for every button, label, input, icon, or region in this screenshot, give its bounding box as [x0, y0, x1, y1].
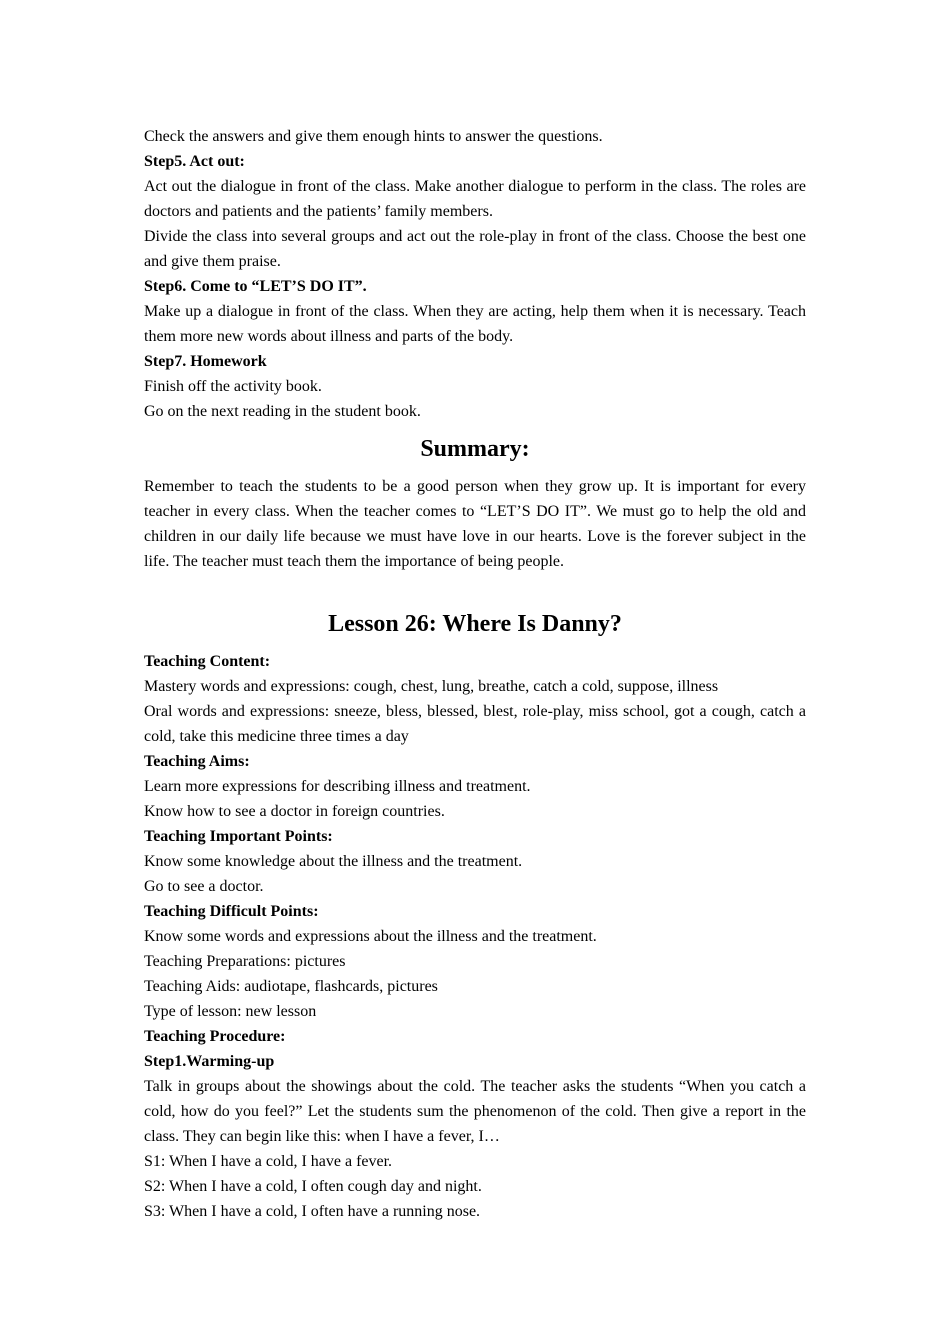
paragraph: Go on the next reading in the student book. — [144, 403, 421, 420]
paragraph: Go to see a doctor. — [144, 878, 264, 895]
summary-paragraph: Remember to teach the students to be a good person when they grow up. It is important for every teacher in every class. When the teacher comes to “LET’S DO IT”. We must go to help the old and children in our daily life because we must have love in our hearts. Love is the forever subject in the life. The teacher must teach them the importance of being people. — [144, 478, 806, 570]
summary-heading: Summary: — [420, 436, 530, 462]
procedure-steps-section — [144, 124, 806, 424]
dialogue-line: S3: When I have a cold, I often have a running nose. — [144, 1203, 481, 1220]
section-heading: Teaching Important Points: — [144, 828, 333, 845]
section-heading: Teaching Aims: — [144, 753, 250, 770]
lesson-title: Lesson 26: Where Is Danny? — [328, 611, 622, 637]
step-heading: Step5. Act out: — [144, 153, 245, 170]
section-heading: Teaching Difficult Points: — [144, 903, 319, 920]
paragraph: Check the answers and give them enough hints to answer the questions. — [144, 128, 603, 145]
paragraph: Divide the class into several groups and act out the role-play in front of the class. Choose the best one and give them praise. — [144, 228, 806, 270]
document-page — [144, 124, 806, 1224]
section-heading: Teaching Content: — [144, 653, 271, 670]
paragraph: Teaching Preparations: pictures — [144, 953, 346, 970]
paragraph: Learn more expressions for describing illness and treatment. — [144, 778, 531, 795]
paragraph: Talk in groups about the showings about the cold. The teacher asks the students “When you catch a cold, how do you feel?” Let the students sum the phenomenon of the cold. Then give a report in the class. They can begin like this: when I have a fever, I… — [144, 1078, 806, 1145]
paragraph: Know some knowledge about the illness and the treatment. — [144, 853, 523, 870]
paragraph: Teaching Aids: audiotape, flashcards, pictures — [144, 978, 438, 995]
lesson-plan-section — [144, 649, 806, 1224]
paragraph: Know how to see a doctor in foreign countries. — [144, 803, 445, 820]
paragraph: Oral words and expressions: sneeze, bless, blessed, blest, role-play, miss school, got a cough, catch a cold, take this medicine three times a day — [144, 703, 806, 745]
paragraph: Make up a dialogue in front of the class. When they are acting, help them when it is necessary. Teach them more new words about illness and parts of the body. — [144, 303, 806, 345]
paragraph: Type of lesson: new lesson — [144, 1003, 317, 1020]
dialogue-line: S2: When I have a cold, I often cough day and night. — [144, 1178, 482, 1195]
paragraph: Finish off the activity book. — [144, 378, 322, 395]
dialogue-line: S1: When I have a cold, I have a fever. — [144, 1153, 393, 1170]
step-heading: Step7. Homework — [144, 353, 267, 370]
step-heading: Step1.Warming-up — [144, 1053, 275, 1070]
paragraph: Know some words and expressions about the illness and the treatment. — [144, 928, 597, 945]
step-heading: Step6. Come to “LET’S DO IT”. — [144, 278, 367, 295]
paragraph: Act out the dialogue in front of the class. Make another dialogue to perform in the class. The roles are doctors and patients and the patients’ family members. — [144, 178, 806, 220]
section-heading: Teaching Procedure: — [144, 1028, 286, 1045]
paragraph: Mastery words and expressions: cough, chest, lung, breathe, catch a cold, suppose, illness — [144, 678, 719, 695]
